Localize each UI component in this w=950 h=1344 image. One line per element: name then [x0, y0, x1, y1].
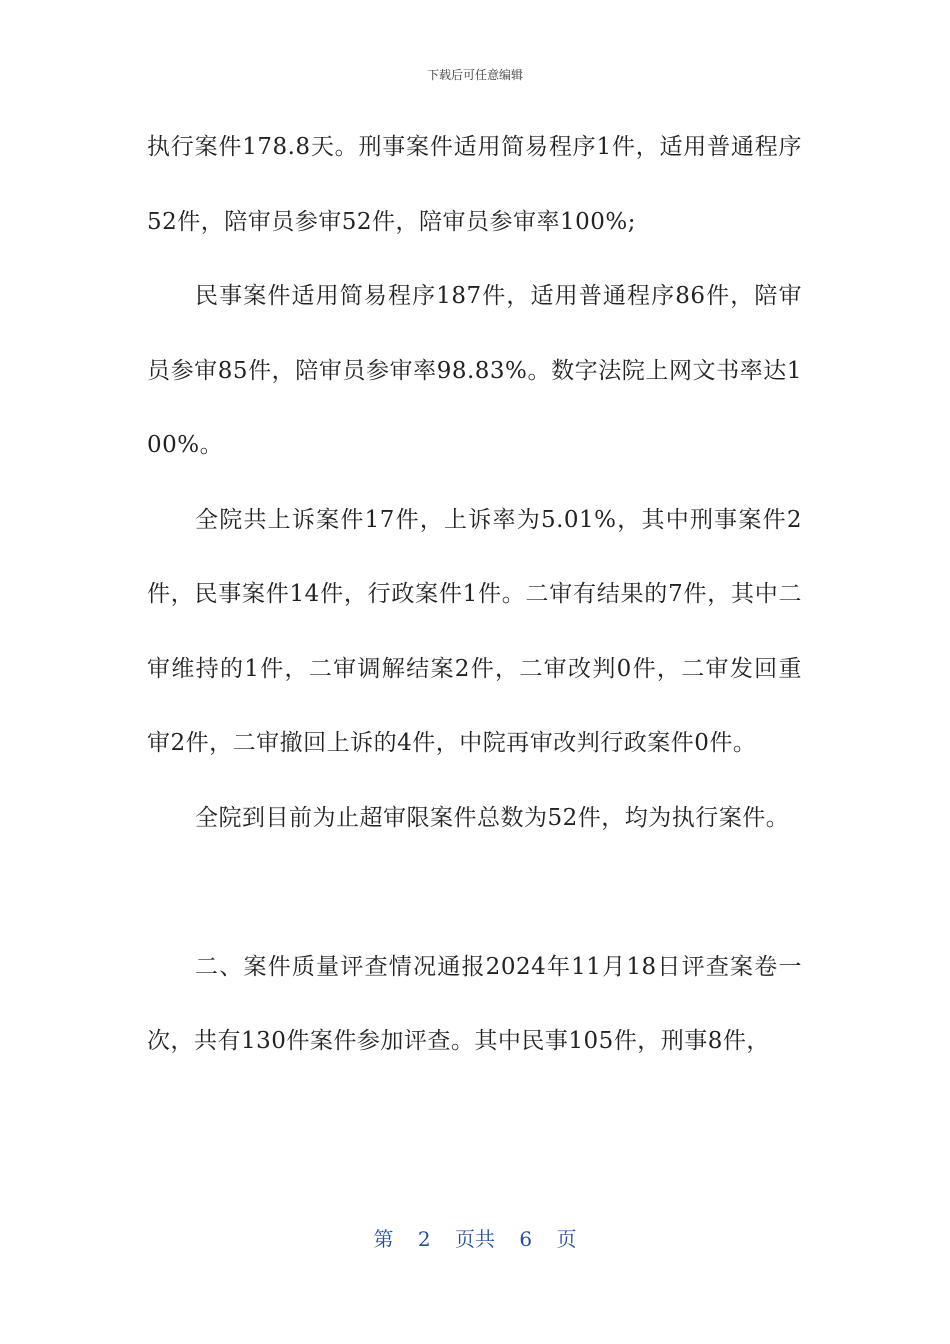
document-body [147, 110, 802, 1079]
page-footer [0, 1225, 950, 1253]
page-header [0, 66, 950, 84]
page-middle: 页共 [455, 1227, 495, 1251]
paragraph-4: 全院到目前为止超审限案件总数为52件，均为执行案件。 [195, 804, 790, 831]
page-prefix: 第 [373, 1227, 394, 1251]
paragraph-5: 二、案件质量评查情况通报2024年11月18日评查案卷一次，共有130件案件参加评查。其中民事105件，刑事8件， [147, 953, 802, 1054]
current-page-number: 2 [417, 1227, 431, 1251]
page-suffix: 页 [556, 1227, 577, 1251]
paragraph-1: 执行案件178.8天。刑事案件适用简易程序1件，适用普通程序52件，陪审员参审52件，陪审员参审率100%; [147, 134, 802, 235]
header-text: 下载后可任意编辑 [426, 68, 523, 82]
paragraph-gap [147, 855, 802, 930]
paragraph-2: 民事案件适用简易程序187件，适用普通程序86件，陪审员参审85件，陪审员参审率98.83%。数字法院上网文书率达100%。 [147, 283, 802, 458]
paragraph-3: 全院共上诉案件17件，上诉率为5.01%，其中刑事案件2件，民事案件14件，行政案件1件。二审有结果的7件，其中二审维持的1件，二审调解结案2件，二审改判0件，二审发回重审2件，二审撤回上诉的4件，中院再审改判行政案件0件。 [147, 506, 802, 756]
total-pages-number: 6 [519, 1227, 533, 1251]
